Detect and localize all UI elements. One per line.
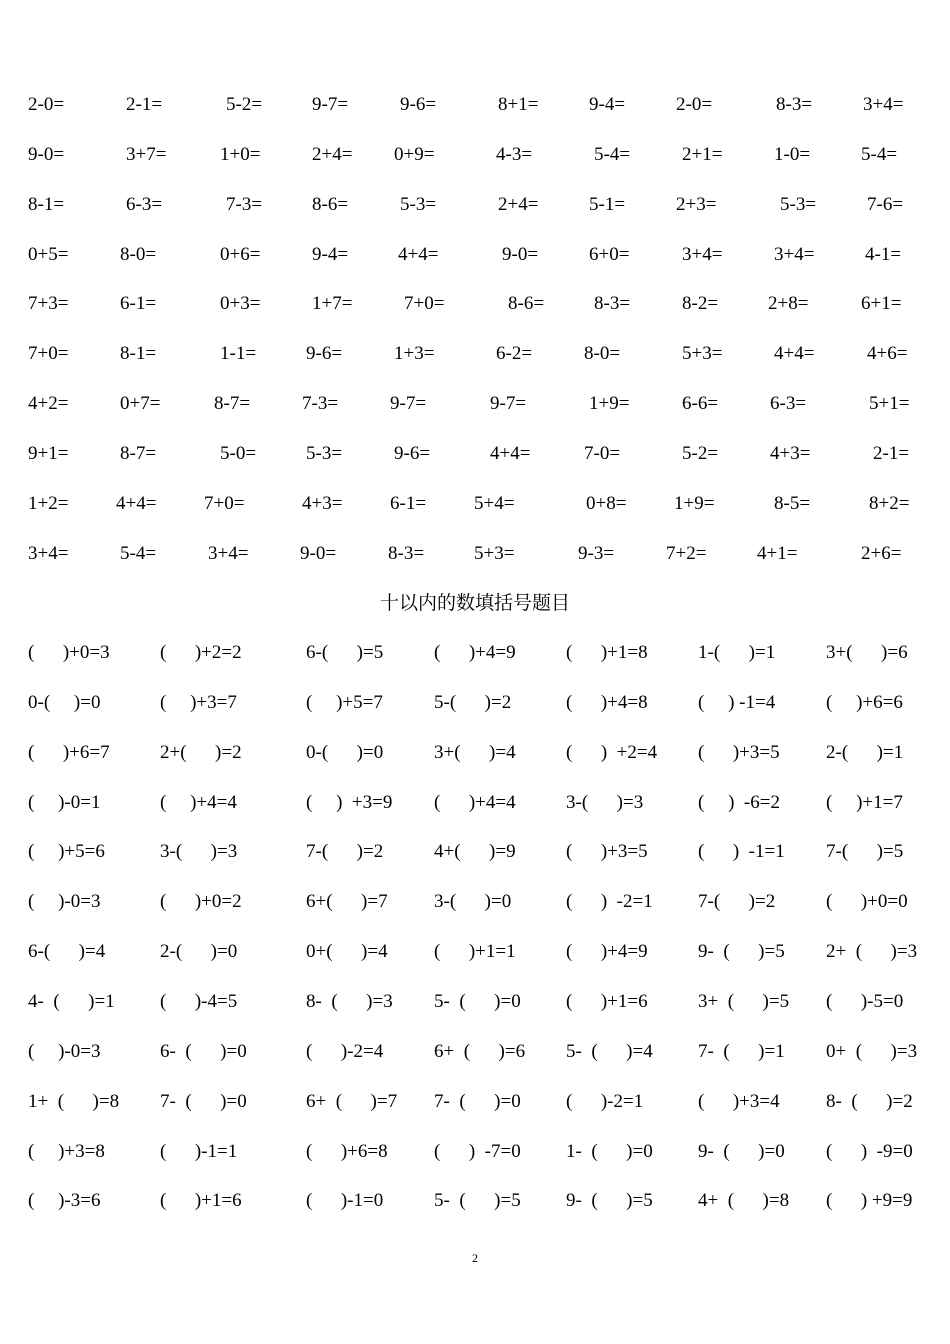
problem: ( )-0=1 (28, 791, 101, 813)
problem: 1-1= (220, 343, 257, 365)
problem: 1- ( )=0 (566, 1140, 653, 1162)
problem: ( )+6=7 (28, 741, 110, 763)
problem: ( )-2=4 (306, 1040, 384, 1062)
problem: 6-1= (120, 293, 157, 315)
problem: 8+2= (869, 492, 910, 514)
problem: 3+( )=4 (434, 741, 516, 763)
problem: 0+3= (220, 293, 261, 315)
problem: 8-0= (120, 243, 157, 265)
problem: 6-( )=4 (28, 941, 106, 963)
problem: 1+3= (394, 343, 435, 365)
problem: 8-3= (594, 293, 631, 315)
problem: 4+3= (302, 492, 343, 514)
problem: ( )+4=9 (566, 941, 648, 963)
problem: 9+1= (28, 442, 69, 464)
problem: ( )+4=9 (434, 642, 516, 663)
problem: 9-7= (490, 393, 527, 415)
problem: 8-6= (508, 293, 545, 315)
section-title: 十以内的数填括号题目 (379, 592, 570, 614)
arithmetic-row (0, 90, 950, 120)
problem: 3-( )=3 (160, 841, 238, 863)
problem: 3-( )=0 (434, 891, 512, 913)
problem: ( )+3=5 (566, 841, 648, 863)
problem: ( )-0=3 (28, 1040, 101, 1062)
problem: 7-0= (584, 442, 621, 464)
problem: 5- ( )=4 (566, 1040, 653, 1062)
problem: ( )+1=6 (566, 990, 648, 1012)
problem: ( )-1=1 (160, 1140, 238, 1162)
problem: 9-0= (502, 243, 539, 265)
problem: ( )+0=2 (160, 891, 242, 913)
problem: 9- ( )=5 (698, 941, 785, 963)
bracket-row (0, 987, 950, 1017)
problem: 7-3= (226, 193, 263, 215)
bracket-row (0, 1186, 950, 1216)
problem: 8-0= (584, 343, 621, 365)
problem: 3+4= (682, 243, 723, 265)
problem: 9-7= (312, 94, 349, 115)
problem: 7+2= (666, 542, 707, 564)
problem: 5-4= (861, 143, 898, 165)
problem: 6+( )=7 (306, 891, 388, 913)
problem: 4+6= (867, 343, 908, 365)
problem: 8-2= (682, 293, 719, 315)
problem: 7- ( )=0 (434, 1090, 521, 1112)
arithmetic-row (0, 240, 950, 270)
problem: 7-( )=2 (306, 841, 384, 863)
problem: 7-6= (867, 193, 904, 215)
problem: 8-3= (776, 94, 813, 115)
problem: 8- ( )=3 (306, 990, 393, 1012)
problem: 4+4= (774, 343, 815, 365)
problem: 5-( )=2 (434, 691, 512, 713)
problem: ( )+0=0 (826, 891, 908, 913)
problem: 9-6= (306, 343, 343, 365)
problem: ( )+4=4 (434, 791, 516, 813)
problem: 9-6= (400, 94, 437, 115)
problem: 8-5= (774, 492, 811, 514)
problem: ( ) +9=9 (826, 1190, 913, 1212)
problem: 6-3= (770, 393, 807, 415)
problem: 5+3= (682, 343, 723, 365)
problem: 2-1= (873, 442, 910, 464)
problem: 0+7= (120, 393, 161, 415)
bracket-row (0, 837, 950, 867)
problem: 4-3= (496, 143, 533, 165)
problem: ( )-2=1 (566, 1090, 644, 1112)
arithmetic-row (0, 289, 950, 319)
problem: ( ) -7=0 (434, 1140, 521, 1162)
problem: 0+ ( )=3 (826, 1040, 918, 1062)
problem: ( )+3=7 (160, 691, 237, 713)
problem: 5+4= (474, 492, 515, 514)
problem: 6-( )=5 (306, 642, 384, 663)
problem: 9-4= (312, 243, 349, 265)
problem: 4+4= (490, 442, 531, 464)
problem: 7-( )=5 (826, 841, 904, 863)
problem: 2+4= (498, 193, 539, 215)
problem: 5-4= (594, 143, 631, 165)
problem: 7+0= (28, 343, 69, 365)
problem: 2-1= (126, 94, 163, 115)
problem: 1+0= (220, 143, 261, 165)
problem: ( )+5=6 (28, 841, 105, 863)
problem: 0+5= (28, 243, 69, 265)
problem: ( ) -6=2 (698, 791, 780, 813)
problem: 3+4= (208, 542, 249, 564)
bracket-row (0, 738, 950, 768)
problem: 5-2= (682, 442, 719, 464)
problem: 3+( )=6 (826, 642, 908, 663)
problem: ( ) -9=0 (826, 1140, 913, 1162)
problem: 6-3= (126, 193, 163, 215)
problem: ( )+1=8 (566, 642, 648, 663)
problem: 8-7= (120, 442, 157, 464)
problem: 1-( )=1 (698, 642, 776, 663)
problem: 4+3= (770, 442, 811, 464)
problem: 9-7= (390, 393, 427, 415)
problem: 5-3= (400, 193, 437, 215)
bracket-row (0, 638, 950, 668)
problem: 6- ( )=0 (160, 1040, 247, 1062)
arithmetic-row (0, 339, 950, 369)
problem: 4+ ( )=8 (698, 1190, 790, 1212)
problem: 9-0= (28, 143, 65, 165)
problem: 5-3= (306, 442, 343, 464)
bracket-row (0, 1037, 950, 1067)
arithmetic-row (0, 389, 950, 419)
arithmetic-row (0, 489, 950, 519)
problem: ( )+3=4 (698, 1090, 780, 1112)
problem: 5-4= (120, 542, 157, 564)
problem: 5-3= (780, 193, 817, 215)
problem: 9- ( )=0 (698, 1140, 785, 1162)
problem: ( )+1=6 (160, 1190, 242, 1212)
problem: 8-6= (312, 193, 349, 215)
problem: 7- ( )=0 (160, 1090, 247, 1112)
problem: 9-0= (300, 542, 337, 564)
problem: ( )+4=4 (160, 791, 237, 813)
problem: 5-2= (226, 94, 263, 115)
problem: 1+7= (312, 293, 353, 315)
bracket-row (0, 788, 950, 818)
problem: 9-3= (578, 542, 615, 564)
problem: 5+1= (869, 393, 910, 415)
problem: 5- ( )=0 (434, 990, 521, 1012)
problem: 8-1= (28, 193, 65, 215)
problem: ( )+6=6 (826, 691, 903, 713)
bracket-row (0, 887, 950, 917)
problem: ( ) +3=9 (306, 791, 393, 813)
problem: 1+9= (674, 492, 715, 514)
problem: 7+3= (28, 293, 69, 315)
problem: ( )+2=2 (160, 642, 242, 663)
problem: 6-1= (390, 492, 427, 514)
problem: ( ) -2=1 (566, 891, 653, 913)
problem: ( )+4=8 (566, 691, 648, 713)
problem: ( )-1=0 (306, 1190, 384, 1212)
problem: 9-6= (394, 442, 431, 464)
arithmetic-row (0, 439, 950, 469)
problem: 7-3= (302, 393, 339, 415)
problem: ( )-4=5 (160, 990, 238, 1012)
problem: 5-1= (589, 193, 626, 215)
problem: 2-0= (676, 94, 713, 115)
page-number: 2 (472, 1251, 478, 1265)
problem: 2-( )=1 (826, 741, 904, 763)
bracket-row (0, 1137, 950, 1167)
problem: 2-( )=0 (160, 941, 238, 963)
problem: 7-( )=2 (698, 891, 776, 913)
problem: 7+0= (204, 492, 245, 514)
problem: 2+( )=2 (160, 741, 242, 763)
problem: 2+8= (768, 293, 809, 315)
problem: 0+6= (220, 243, 261, 265)
problem: 6+1= (861, 293, 902, 315)
problem: 4+2= (28, 393, 69, 415)
problem: 5-0= (220, 442, 257, 464)
problem: 0-( )=0 (28, 691, 101, 713)
problem: 3-( )=3 (566, 791, 644, 813)
problem: 3+7= (126, 143, 167, 165)
bracket-row (0, 937, 950, 967)
problem: 6+ ( )=7 (306, 1090, 398, 1112)
problem: 7+0= (404, 293, 445, 315)
problem: 8- ( )=2 (826, 1090, 913, 1112)
problem: 2+1= (682, 143, 723, 165)
arithmetic-row (0, 140, 950, 170)
problem: 2+6= (861, 542, 902, 564)
problem: 0+( )=4 (306, 941, 388, 963)
problem: ( )+0=3 (28, 642, 110, 663)
problem: 9- ( )=5 (566, 1190, 653, 1212)
problem: 7- ( )=1 (698, 1040, 785, 1062)
problem: 4- ( )=1 (28, 990, 115, 1012)
problem: 2+3= (676, 193, 717, 215)
problem: 9-4= (589, 94, 626, 115)
problem: ( )-0=3 (28, 891, 101, 913)
problem: 0+8= (586, 492, 627, 514)
problem: 2-0= (28, 94, 65, 115)
problem: 8+1= (498, 94, 539, 115)
problem: 5+3= (474, 542, 515, 564)
problem: 8-7= (214, 393, 251, 415)
problem: 8-3= (388, 542, 425, 564)
problem: 6-6= (682, 393, 719, 415)
problem: 1+2= (28, 492, 69, 514)
problem: 3+4= (774, 243, 815, 265)
problem: ( ) -1=4 (698, 691, 776, 713)
arithmetic-row (0, 539, 950, 569)
problem: ( )+3=5 (698, 741, 780, 763)
problem: 0+9= (394, 143, 435, 165)
problem: 6-2= (496, 343, 533, 365)
problem: ( )+5=7 (306, 691, 383, 713)
problem: 3+4= (28, 542, 69, 564)
problem: 4+1= (757, 542, 798, 564)
problem: 8-1= (120, 343, 157, 365)
problem: 1+9= (589, 393, 630, 415)
problem: 3+ ( )=5 (698, 990, 790, 1012)
problem: ( )+6=8 (306, 1140, 388, 1162)
problem: 0-( )=0 (306, 741, 384, 763)
problem: 1-0= (774, 143, 811, 165)
problem: ( )+1=7 (826, 791, 903, 813)
problem: 3+4= (863, 94, 904, 115)
problem: 4+4= (398, 243, 439, 265)
problem: 4+4= (116, 492, 157, 514)
problem: ( )+1=1 (434, 941, 516, 963)
problem: 6+ ( )=6 (434, 1040, 526, 1062)
bracket-row (0, 1087, 950, 1117)
problem: 4+( )=9 (434, 841, 516, 863)
problem: 2+4= (312, 143, 353, 165)
problem: ( )+3=8 (28, 1140, 105, 1162)
bracket-row (0, 688, 950, 718)
problem: ( ) +2=4 (566, 741, 658, 763)
problem: 4-1= (865, 243, 902, 265)
problem: 6+0= (589, 243, 630, 265)
problem: 1+ ( )=8 (28, 1090, 120, 1112)
problem: ( )-3=6 (28, 1190, 101, 1212)
problem: 2+ ( )=3 (826, 941, 918, 963)
problem: ( )-5=0 (826, 990, 904, 1012)
problem: ( ) -1=1 (698, 841, 785, 863)
problem: 5- ( )=5 (434, 1190, 521, 1212)
arithmetic-row (0, 190, 950, 220)
